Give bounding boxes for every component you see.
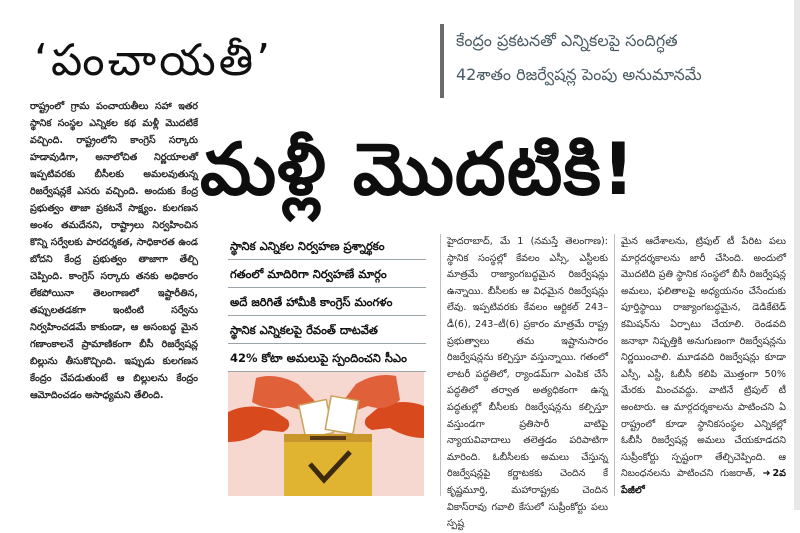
continued-label: 2వ పేజీలో (621, 468, 786, 496)
ballot-box-shape (284, 438, 372, 496)
arrow-right-icon: ➜ (762, 468, 771, 480)
sub-headlines (440, 24, 785, 98)
main-headline: మళ్లీ మొదటికి! (200, 127, 636, 211)
left-column (30, 98, 198, 493)
highlight-item: అదే జరిగితే హామీకి కాంగ్రెస్ మంగళం (228, 288, 426, 316)
article-kicker: ‘పంచాయతీ’ (34, 35, 274, 86)
ballot-illustration-svg (228, 372, 424, 496)
ballot-paper (325, 396, 358, 434)
ballot-box-illustration (228, 372, 424, 496)
left-hand-shape (228, 406, 289, 442)
body-column-3-content: మైన ఆదేశాలను, ట్రిపుల్ టీ పేరిట పలు మార్గదర్శకాలను జారీ చేసింది. అందులో మొదటిది ప్రతి స్థానిక సంస్థలో బీసీ రిజర్వేషన్ల అమలు, ఫలితాలపై అధ్యయనం చేసేందుకు పూర్తిస్థాయి రాజ్యాంగబద్ధమైన, డెడికేటెడ్ కమిషన్‌ను ఏర్పాటు చేయాలి. రెండవది జనాభా నిష్పత్తికి అనుగుణంగా రిజర్వేషన్లను నిర్ణయించాలి. మూడవది రిజర్వేషన్లు కూడా ఎస్సీ, ఎస్టీ, ఓబీసీ కలిపి మొత్తంగా 50% మేరకు మించవద్దు. వాటినే ట్రిపుల్ టీ అంటారు. ఆ మార్గదర్శకాలను పాటించని ఏ రాష్ట్రంలో కూడా స్థానికసంస్థల ఎన్నికల్లో ఓబీసీ రిజర్వేషన్ల అమలు చేయకూడదని సుప్రీంకోర్టు స్పష్టంగా తేల్చిచెప్పింది. ఆ నిబంధనలను పాటించని గుజరాత్, (621, 236, 786, 480)
left-column-text: రాష్ట్రంలో గ్రామ పంచాయతీలు సహా ఇతర స్థానిక సంస్థల ఎన్నికల కథ మళ్లీ మొదటికే వచ్చింది. రాష్ట్రంలోని కాంగ్రెస్ సర్కారు హడావుడిగా, అనాలోచిత నిర్ణయాలతో ఇప్పటివరకు బీసీలకు అమలవుతున్న రిజర్వేషన్లకే ఎసరు వచ్చింది. అందుకు కేంద్ర ప్రభుత్వం తాజా ప్రకటనే సాక్ష్యం. కులగణన అంశం తమదేనని, రాష్ట్రాలు నిర్వహించిన కొన్ని సర్వేలకు పారదర్శకత, సాధికారత ఉండ బోదని కేంద్ర ప్రభుత్వం తాజాగా తేల్చి చెప్పింది. కాంగ్రెస్ సర్కారు తనకు అధికారం లేకపోయినా తెలంగాణలో ఇష్టారీతిన, తప్పులతడకగా ఇంటింటి సర్వేను నిర్వహించడమే కాకుండా, ఆ అసంబద్ధ మైన గణాంకాలనే ప్రామాణికంగా బీసీ రిజర్వేషన్ల బిల్లును తీసుకొచ్చింది. ఇప్పుడు కులగణన కేంద్రం చేపడుతుంటే ఆ బిల్లులను కేంద్రం ఆమోదించడం అసాధ్యమని తేలింది. (30, 101, 198, 401)
highlight-item: 42% కోటా అమలుపై స్పందించని సీఎం (228, 344, 426, 372)
body-column-2 (440, 234, 608, 530)
body-column-3-text (621, 234, 786, 500)
ballot-box-slot (310, 436, 346, 440)
highlight-item: స్థానిక ఎన్నికలపై రేవంత్ దాటవేత (228, 316, 426, 344)
highlight-item: స్థానిక ఎన్నికల నిర్వహణ ప్రశ్నార్థకం (228, 232, 426, 260)
subhead-1: కేంద్రం ప్రకటనతో ఎన్నికలపై సందిగ్ధత (456, 31, 678, 50)
highlights-box (228, 232, 426, 372)
body-column-2-text: హైదరాబాద్, మే 1 (నమస్తే తెలంగాణ): స్థానిక సంస్థల్లో కేవలం ఎస్సీ, ఎస్టీలకు మాత్రమే రాజ్యాంగబద్ధమైన రిజర్వేషన్లు ఉన్నాయి. బీసీలకు ఆ విధమైన రిజర్వేషన్లు లేవు. ఇప్పటివరకు కేవలం ఆర్టికల్ 243–డీ(6), 243–టీ(6) ప్రకారం మాత్రమే రాష్ట్ర ప్రభుత్వాలు తమ ఇష్టానుసారం రిజర్వేషన్లను కల్పిస్తూ వస్తున్నాయి. గతంలో లాటరీ పద్ధతిలో, ర్యాండమ్‌గా ఎంపిక చేసే పద్ధతిలో తర్వాత అత్యధికంగా ఉన్న పద్ధతుల్లో బీసీలకు రిజర్వేషన్లను కల్పిస్తూ వస్తుండగా ప్రతిసారీ వాటిపై న్యాయవివాదాలు తలెత్తడం పరిపాటిగా మారింది. ఓబీసీలకు అమలు చేస్తున్న రిజర్వేషన్లపై కర్ణాటకకు చెందిన కే కృష్ణమూర్తి, మహారాష్ట్రకు చెందిన వికాస్‌రావు గవాలి కేసులో సుప్రీంకోర్టు పలు స్పష్ట (447, 236, 608, 530)
subhead-2: 42శాతం రిజర్వేషన్ల పెంపు అనుమానమే (456, 65, 702, 84)
body-column-3 (614, 234, 786, 496)
highlight-item: గతంలో మాదిరిగా నిర్వహణే మార్గం (228, 260, 426, 288)
